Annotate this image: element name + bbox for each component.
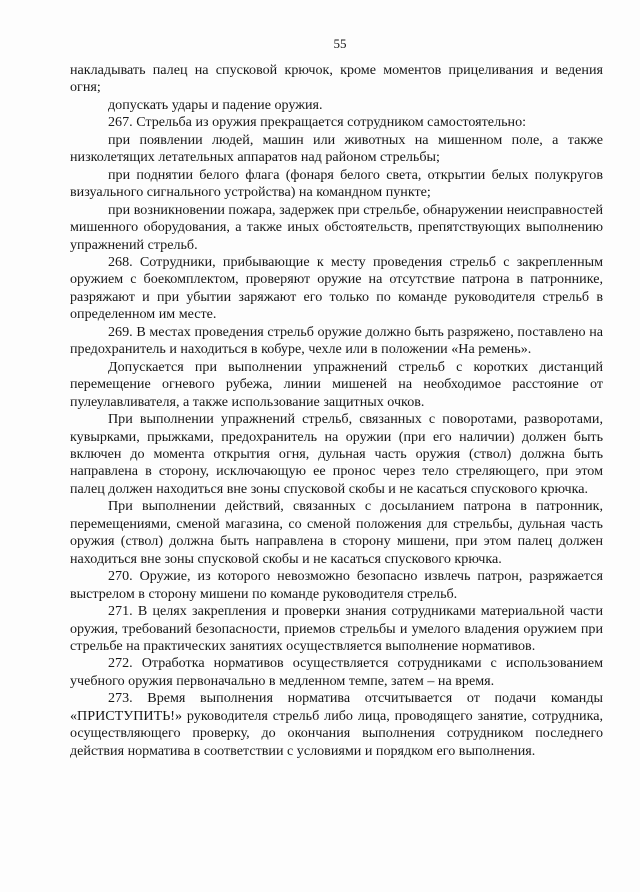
paragraph: 267. Стрельба из оружия прекращается сотрудником самостоятельно: xyxy=(108,114,527,131)
document-body xyxy=(70,62,603,760)
paragraph: 271. В целях закрепления и проверки знания сотрудниками материальной части оружия, требований безопасности, приемов стрельбы и умелого владения оружием при стрельбе на практических занятиях осуществляется выполнение нормативов. xyxy=(70,603,603,654)
paragraph: при появлении людей, машин или животных на мишенном поле, а также низколетящих летательных аппаратов над районом стрельбы; xyxy=(70,131,603,166)
paragraph: 268. Сотрудники, прибывающие к месту проведения стрельб с закрепленным оружием с боекомплектом, проверяют оружие на отсутствие патрона в патроннике, разряжают и при убытии заряжают его только по команде руководителя стрельб в определенном им месте. xyxy=(70,253,603,323)
paragraph: 269. В местах проведения стрельб оружие должно быть разряжено, поставлено на предохранитель и находиться в кобуре, чехле или в положении «На ремень». xyxy=(70,323,603,358)
paragraph: 273. Время выполнения норматива отсчитывается от подачи команды «ПРИСТУПИТЬ!» руководителя стрельб либо лица, проводящего занятие, сотрудника, осуществляющего проверку, до окончания выполнения сотрудником последнего действия норматива в соответствии с условиями и порядком его выполнения. xyxy=(70,690,603,759)
paragraph: допускать удары и падение оружия. xyxy=(108,96,323,113)
paragraph: 272. Отработка нормативов осуществляется сотрудниками с использованием учебного оружия первоначально в медленном темпе, затем – на время. xyxy=(70,655,603,689)
paragraph: 270. Оружие, из которого невозможно безопасно извлечь патрон, разряжается выстрелом в сторону мишени по команде руководителя стрельб. xyxy=(70,568,603,602)
paragraph: При выполнении упражнений стрельб, связанных с поворотами, разворотами, кувырками, прыжками, предохранитель на оружии (при его наличии) должен быть включен до момента открытия огня, дульная часть оружия (ствол) должна быть направлена в сторону, исключающую ее пронос через тело стреляющего, при этом палец должен находиться вне зоны спусковой скобы и не касаться спускового крючка. xyxy=(70,411,603,497)
paragraph: накладывать палец на спусковой крючок, кроме моментов прицеливания и ведения огня; xyxy=(70,62,603,96)
page-number: 55 xyxy=(333,36,347,51)
paragraph: при возникновении пожара, задержек при стрельбе, обнаружении неисправностей мишенного оборудования, а также иных обстоятельств, препятствующих выполнению упражнений стрельб. xyxy=(70,201,603,253)
paragraph: Допускается при выполнении упражнений стрельб с коротких дистанций перемещение огневого рубежа, линии мишеней на необходимое расстояние от пулеулавливателя, а также использование защитных очков. xyxy=(70,358,603,410)
paragraph: При выполнении действий, связанных с досыланием патрона в патронник, перемещениями, сменой магазина, со сменой положения для стрельбы, дульная часть оружия (ствол) должна быть направлена в сторону мишени, при этом палец должен находиться вне зоны спусковой скобы и не касаться спускового крючка. xyxy=(70,498,603,567)
paragraph: при поднятии белого флага (фонаря белого света, открытии белых полукругов визуального сигнального устройства) на командном пункте; xyxy=(70,166,603,201)
